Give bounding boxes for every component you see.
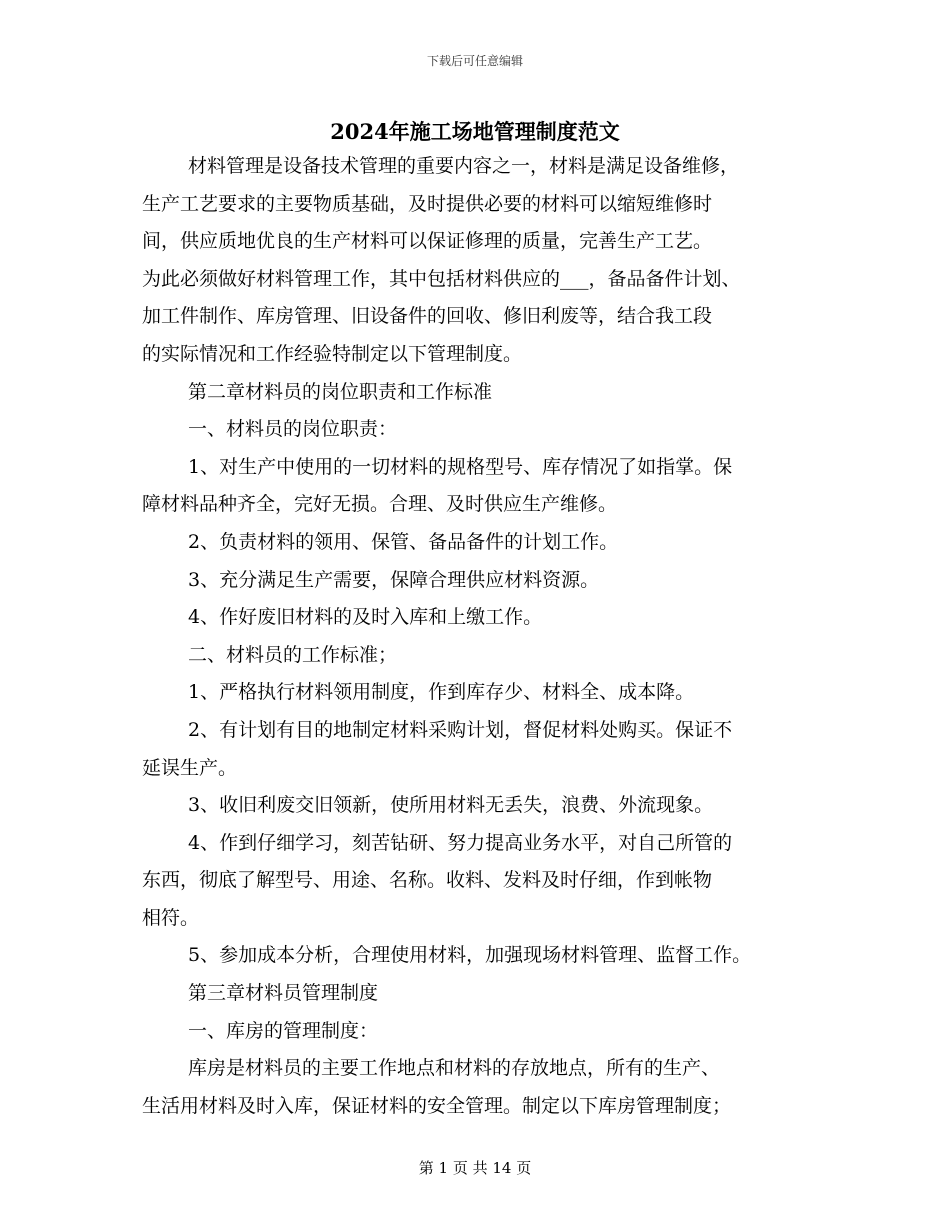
body-line: 4、作到仔细学习，刻苦钻研、努力提高业务水平，对自己所管的 [188,831,733,854]
body-line: 2、负责材料的领用、保管、备品备件的计划工作。 [188,530,619,553]
body-line: 材料管理是设备技术管理的重要内容之一，材料是满足设备维修， [188,155,740,177]
body-line: 4、作好废旧材料的及时入库和上缴工作。 [188,606,543,629]
body-line: 二、材料员的工作标准； [188,643,398,666]
body-line: 生产工艺要求的主要物质基础，及时提供必要的材料可以缩短维修时 [142,192,713,215]
body-line: 障材料品种齐全，完好无损。合理、及时供应生产维修。 [142,493,618,516]
body-line: 一、材料员的岗位职责： [188,418,398,441]
body-line: 第三章材料员管理制度 [188,982,379,1005]
body-line: 2、有计划有目的地制定材料采购计划，督促材料处购买。保证不 [188,718,733,741]
body-line: 3、充分满足生产需要，保障合理供应材料资源。 [188,568,600,591]
page-header-note: 下载后可任意编辑 [426,54,523,68]
body-line: 东西，彻底了解型号、用途、名称。收料、发料及时仔细，作到帐物 [142,869,713,892]
body-line: 相符。 [142,906,200,929]
body-line: 加工件制作、库房管理、旧设备件的回收、修旧利废等，结合我工段 [142,305,713,328]
body-line: 的实际情况和工作经验特制定以下管理制度。 [142,342,523,365]
document-body [142,148,822,1125]
body-line: 为此必须做好材料管理工作，其中包括材料供应的___，备品备件计划、 [142,267,741,290]
body-line: 延误生产。 [142,756,238,779]
document-title: 2024年施工场地管理制度范文 [330,119,620,144]
body-line: 第二章材料员的岗位职责和工作标准 [188,380,493,403]
body-line: 库房是材料员的主要工作地点和材料的存放地点，所有的生产、 [188,1057,721,1080]
body-line: 5、参加成本分析，合理使用材料，加强现场材料管理、监督工作。 [188,944,752,967]
body-line: 生活用材料及时入库，保证材料的安全管理。制定以下库房管理制度； [142,1094,732,1117]
body-line: 间，供应质地优良的生产材料可以保证修理的质量，完善生产工艺。 [142,230,713,253]
body-line: 3、收旧利废交旧领新，使所用材料无丢失，浪费、外流现象。 [188,794,714,817]
page-number: 第 1 页 共 14 页 [418,1159,532,1177]
body-line: 一、库房的管理制度： [188,1019,379,1042]
body-line: 1、对生产中使用的一切材料的规格型号、库存情况了如指掌。保 [188,455,733,478]
body-line: 1、严格执行材料领用制度，作到库存少、材料全、成本降。 [188,681,695,704]
